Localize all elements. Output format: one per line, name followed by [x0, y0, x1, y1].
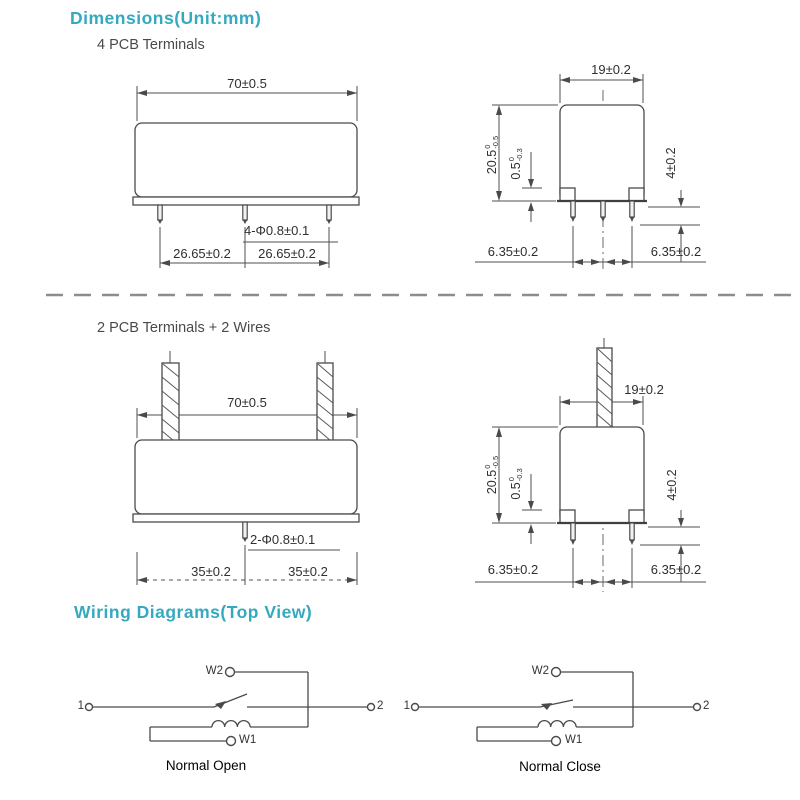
section2-label: 2 PCB Terminals + 2 Wires: [97, 320, 271, 336]
d2s-pitch-right: 6.35±0.2: [650, 562, 702, 577]
d2s-height-dim: 20.5 0 -0.5: [483, 455, 500, 495]
close-terminal1-label: 1: [403, 700, 410, 712]
d2f-pitch-left: 35±0.2: [191, 564, 231, 579]
wiring-close-schematic: [412, 668, 701, 746]
d2s-step-dim: 0.5 0 -0.3: [507, 468, 524, 500]
open-terminal2-label: 2: [377, 700, 384, 712]
close-caption: Normal Close: [519, 759, 601, 774]
section1-label: 4 PCB Terminals: [97, 37, 205, 53]
close-terminal2-label: 2: [703, 700, 710, 712]
d1s-pitch-right: 6.35±0.2: [650, 244, 702, 259]
d1f-width-dim: 70±0.5: [227, 76, 267, 91]
d2s-pitch-left: 6.35±0.2: [487, 562, 539, 577]
d2f-width-dim: 70±0.5: [227, 395, 267, 410]
d1s-width-dim: 19±0.2: [591, 62, 631, 77]
d2s-width-dim: 19±0.2: [624, 382, 664, 397]
d2f-pin-note: 2-Φ0.8±0.1: [250, 532, 316, 547]
page-title: Dimensions(Unit:mm): [70, 8, 262, 28]
wiring-open-schematic: [86, 668, 375, 746]
d2-side-drawing: [475, 338, 706, 592]
open-w2-label: W2: [205, 665, 223, 677]
d1s-height-dim: 20.5 0 -0.5: [483, 135, 500, 175]
open-w1-label: W1: [239, 734, 257, 746]
d1f-pin-note: 4-Φ0.8±0.1: [244, 223, 310, 238]
open-terminal1-label: 1: [77, 700, 84, 712]
open-caption: Normal Open: [165, 758, 247, 773]
close-w1-label: W1: [565, 734, 583, 746]
d2s-pin-length-dim: 4±0.2: [665, 469, 679, 501]
d1f-pitch-left: 26.65±0.2: [173, 246, 231, 261]
d1s-pin-length-dim: 4±0.2: [664, 147, 678, 179]
d1s-pitch-left: 6.35±0.2: [487, 244, 539, 259]
d1-front-drawing: [133, 86, 359, 268]
wiring-title: Wiring Diagrams(Top View): [74, 602, 313, 622]
d2f-pitch-right: 35±0.2: [288, 564, 328, 579]
d2-front-drawing: [133, 351, 359, 585]
close-w2-label: W2: [531, 665, 549, 677]
d1f-pitch-right: 26.65±0.2: [258, 246, 316, 261]
d1s-step-dim: 0.5 0 -0.3: [507, 148, 524, 180]
